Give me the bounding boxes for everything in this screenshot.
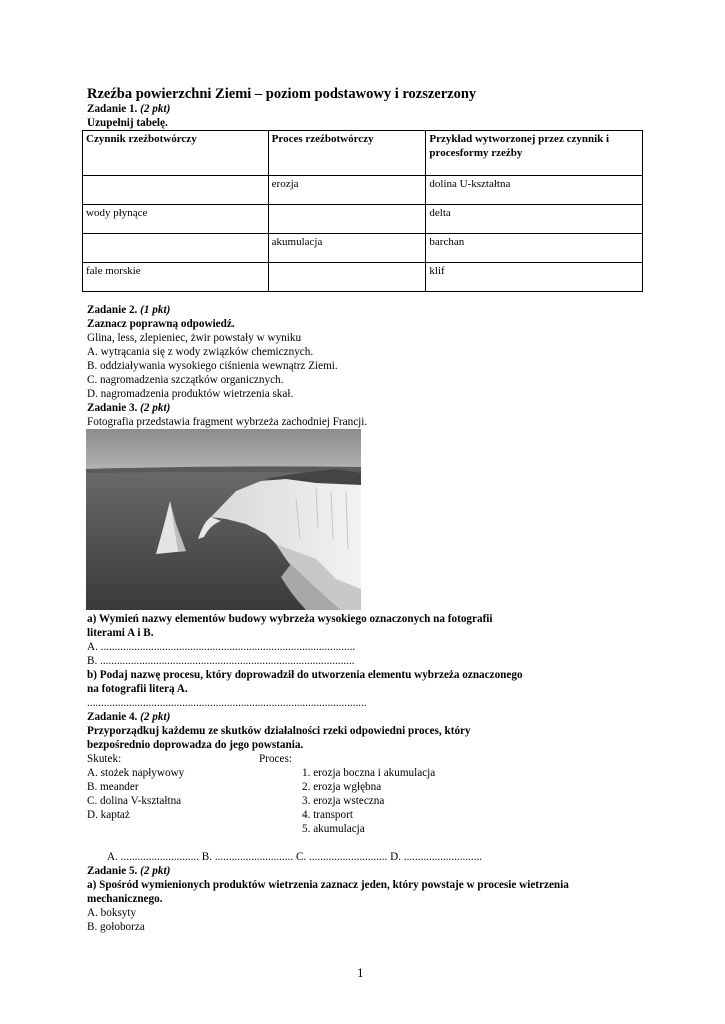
answer-option[interactable]: B. gołoborza [87, 921, 145, 933]
task-4-points: (2 pkt) [140, 711, 171, 723]
table-row [83, 176, 643, 205]
task-1-table [82, 130, 643, 292]
table-header-row [83, 131, 643, 176]
task-3-label: Zadanie 3. [87, 402, 138, 414]
table-cell: delta [426, 205, 643, 234]
effect-item: C. dolina V-kształtna [87, 795, 182, 807]
task-3-intro: Fotografia przedstawia fragment wybrzeża zachodniej Francji. [87, 416, 368, 428]
table-cell: dolina U-kształtna [426, 176, 643, 205]
table-cell: erozja [268, 176, 426, 205]
task-3-points: (2 pkt) [140, 402, 171, 414]
coast-photo-image [86, 429, 361, 610]
task-5a-question: a) Spośród wymienionych produktów wietrzenia zaznacz jeden, który powstaje w procesie wietrzenia [87, 879, 569, 891]
task-2-label: Zadanie 2. [87, 304, 138, 316]
task-3b-question: b) Podaj nazwę procesu, który doprowadził do utworzenia elementu wybrzeża oznaczonego [87, 669, 523, 681]
task-4-instruction-cont: bezpośrednio doprowadza do jego powstania. [87, 739, 304, 751]
table-row [83, 234, 643, 263]
page-number: 1 [357, 965, 364, 980]
task-4-instruction: Przyporządkuj każdemu ze skutków działalności rzeki odpowiedni proces, który [87, 725, 471, 737]
task-4-label: Zadanie 4. [87, 711, 138, 723]
task-4-answer-line[interactable]: A. ............................ B. ............................ C. ............................ D. ............................ [107, 851, 483, 863]
task-5-points: (2 pkt) [140, 865, 171, 877]
table-cell: wody płynące [83, 205, 269, 234]
task-1-header [87, 102, 170, 116]
table-cell[interactable] [83, 234, 269, 263]
table-row [83, 263, 643, 292]
table-cell: klif [426, 263, 643, 292]
table-header-cell: Przykład wytworzonej przez czynnik i procesformy rzeźby [426, 131, 643, 176]
task-4-header [87, 710, 170, 724]
table-cell[interactable] [268, 205, 426, 234]
effect-item: A. stożek napływowy [87, 767, 185, 779]
effect-item: D. kaptaż [87, 809, 130, 821]
process-item: 1. erozja boczna i akumulacja [302, 767, 436, 779]
table-cell[interactable] [83, 176, 269, 205]
answer-option[interactable]: C. nagromadzenia szczątków organicznych. [87, 374, 284, 386]
task-1-label: Zadanie 1. [87, 103, 138, 115]
process-item: 5. akumulacja [302, 823, 365, 835]
task-3b-question-cont: na fotografii literą A. [87, 683, 188, 695]
task-2-points: (1 pkt) [140, 304, 171, 316]
task-5a-question-cont: mechanicznego. [87, 893, 163, 905]
task-5-label: Zadanie 5. [87, 865, 138, 877]
coast-photo [86, 429, 361, 610]
task-1-points: (2 pkt) [140, 103, 171, 115]
answer-option[interactable]: A. wytrącania się z wody związków chemicznych. [87, 346, 314, 358]
task-2-instruction: Zaznacz poprawną odpowiedź. [87, 318, 235, 330]
table-cell: barchan [426, 234, 643, 263]
task-3a-question-cont: literami A i B. [87, 627, 154, 639]
effect-item: B. meander [87, 781, 139, 793]
task-1-instruction: Uzupełnij tabelę. [87, 117, 168, 129]
task-5-header [87, 864, 170, 878]
task-3-header [87, 401, 170, 415]
answer-line-b[interactable]: B. ........................................................................................... [87, 655, 355, 667]
table-cell: fale morskie [83, 263, 269, 292]
answer-option[interactable]: A. boksyty [87, 907, 137, 919]
process-item: 4. transport [302, 809, 353, 821]
task-3a-question: a) Wymień nazwy elementów budowy wybrzeża wysokiego oznaczonych na fotografii [87, 613, 493, 625]
effects-heading: Skutek: [87, 753, 122, 765]
page-title: Rzeźba powierzchni Ziemi – poziom podstawowy i rozszerzony [87, 86, 477, 102]
processes-heading: Proces: [259, 753, 292, 765]
answer-line-process[interactable]: .................................................................................................... [87, 697, 367, 709]
table-row [83, 205, 643, 234]
table-header-cell: Proces rzeźbotwórczy [268, 131, 426, 176]
task-2-question: Glina, less, zlepieniec, żwir powstały w wyniku [87, 332, 302, 344]
table-cell[interactable] [268, 263, 426, 292]
table-cell: akumulacja [268, 234, 426, 263]
answer-line-a[interactable]: A. ........................................................................................... [87, 641, 356, 653]
process-item: 3. erozja wsteczna [302, 795, 385, 807]
task-2-header [87, 303, 170, 317]
answer-option[interactable]: D. nagromadzenia produktów wietrzenia skał. [87, 388, 294, 400]
table-header-cell: Czynnik rzeźbotwórczy [83, 131, 269, 176]
answer-option[interactable]: B. oddziaływania wysokiego ciśnienia wewnątrz Ziemi. [87, 360, 338, 372]
process-item: 2. erozja wgłębna [302, 781, 382, 793]
